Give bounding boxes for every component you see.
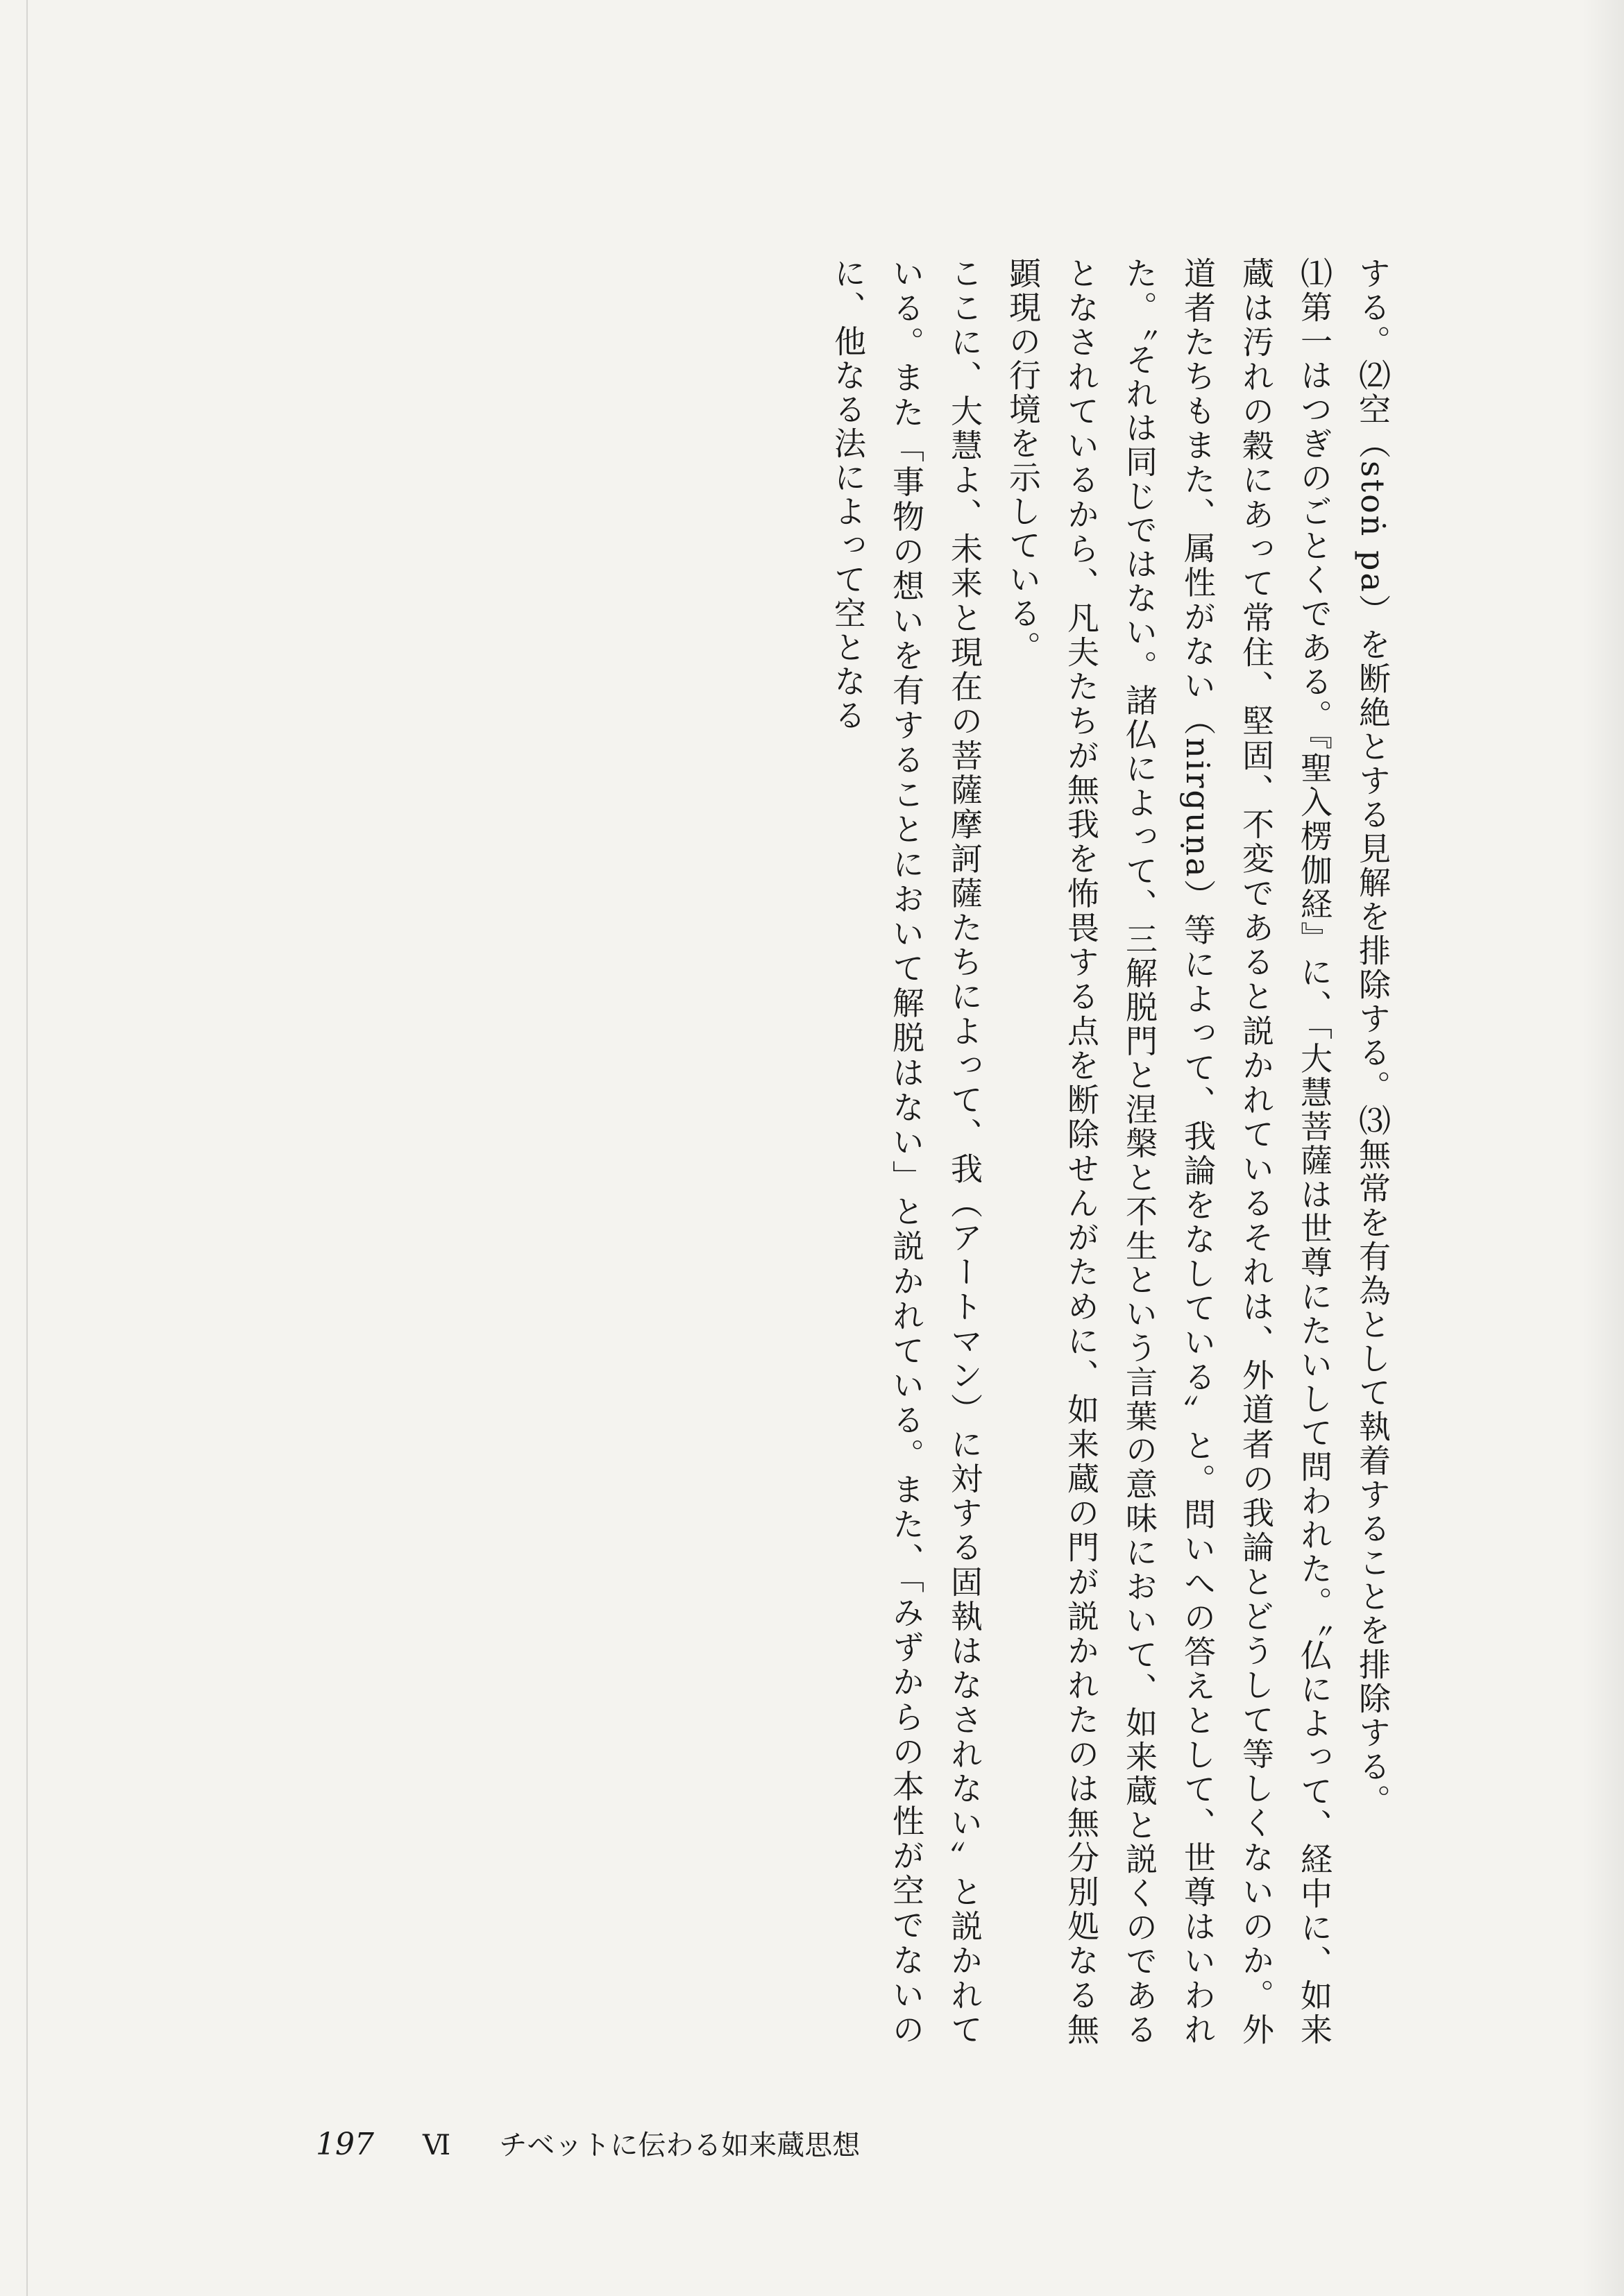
scan-edge-shading [1582, 0, 1624, 2296]
paragraph: ここに、大慧よ、未来と現在の菩薩摩訶薩たちによって、我（アートマン）に対する固執はなされない〟と説かれている。また「事物の想いを有することにおいて解脱はない」と説かれている。また、「みずからの本性が空でないのに、他なる法によって空となる [829, 257, 983, 2047]
paragraph: する。⑵空（stoṅ pa）を断絶とする見解を排除する。⑶無常を有為として執着することを排除する。 [1354, 257, 1392, 1818]
paragraph: ⑴第一はつぎのごとくである。『聖入楞伽経』に、「大慧菩薩は世尊にたいして問われた。〝仏によって、経中に、如来蔵は汚れの穀にあって常住、堅固、不変であると説かれているそれは、外道者の我論とどうして等しくないのか。外道者たちもまた、属性がない（nirguṇa）等によって、我論をなしている〟と。問いへの答えとして、世尊はいわれた。〝それは同じではない。諸仏によって、三解脱門と涅槃と不生という言葉の意味において、如来蔵と説くのであるとなされているから、凡夫たちが無我を怖畏する点を断除せんがために、如来蔵の門が説かれたのは無分別処なる無顕現の行境を示している。 [1004, 257, 1333, 2047]
chapter-numeral: Ⅵ [422, 2129, 451, 2161]
body-text [222, 257, 1402, 2047]
chapter-title: チベットに伝わる如来蔵思想 [499, 2129, 861, 2161]
page-edge [26, 0, 28, 2296]
page-number: 197 [316, 2127, 374, 2162]
running-footer [316, 2123, 860, 2163]
